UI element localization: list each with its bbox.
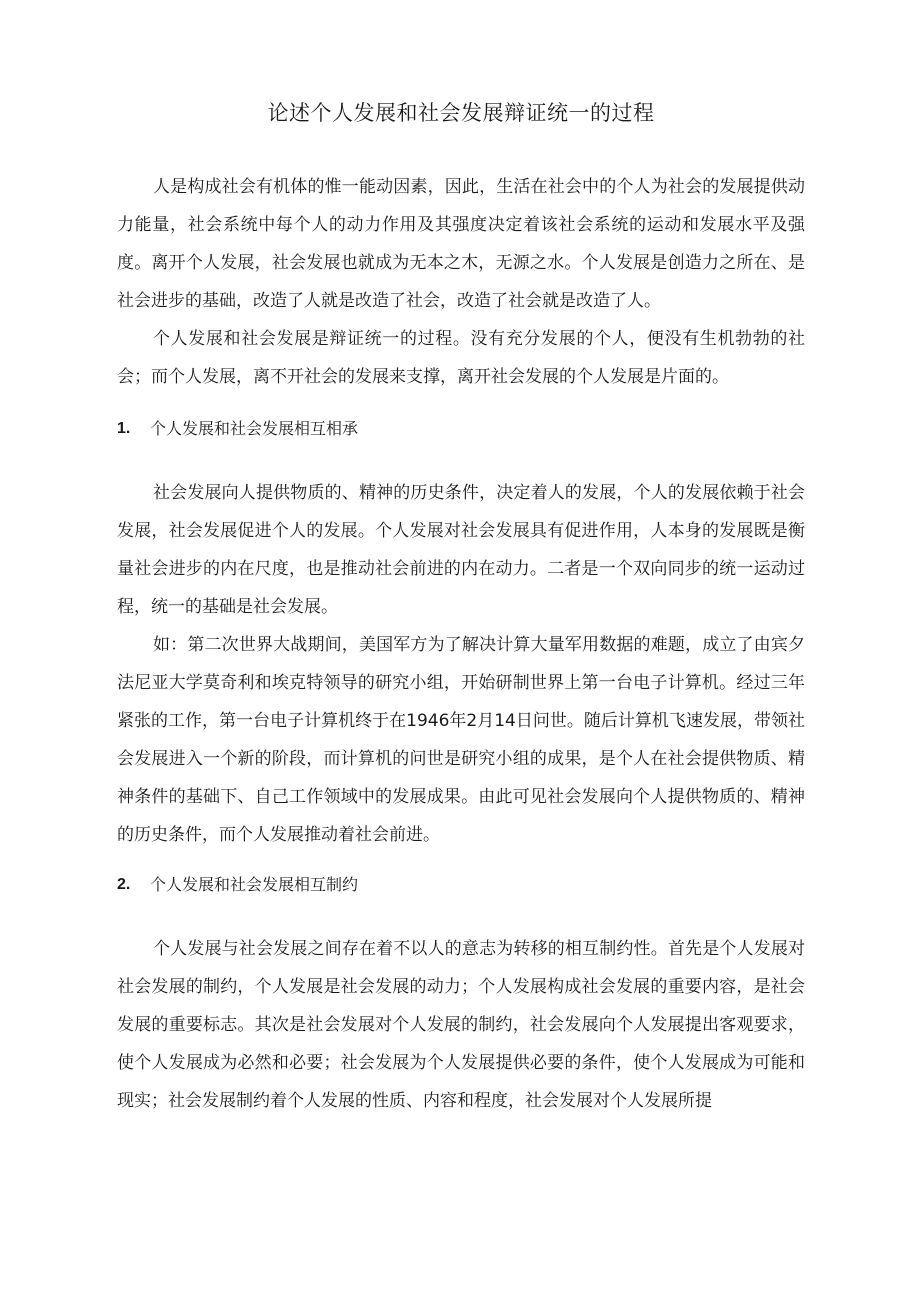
document-page: [117, 0, 805, 1120]
section-2-heading: [117, 866, 805, 904]
intro-paragraph-2: 个人发展和社会发展是辩证统一的过程。没有充分发展的个人，便没有生机勃勃的社会；而个人发展，离不开社会的发展来支撑，离开社会发展的个人发展是片面的。: [117, 329, 805, 387]
section-1-number: 1.: [117, 420, 131, 437]
section-1-paragraph-1: 社会发展向人提供物质的、精神的历史条件，决定着人的发展，个人的发展依赖于社会发展，社会发展促进个人的发展。个人发展对社会发展具有促进作用，人本身的发展既是衡量社会进步的内在尺度，也是推动社会前进的内在动力。二者是一个双向同步的统一运动过程，统一的基础是社会发展。: [117, 483, 805, 617]
document-title: 论述个人发展和社会发展辩证统一的过程: [267, 101, 655, 125]
section-1-heading: [117, 410, 805, 448]
section-2-title: 个人发展和社会发展相互制约: [150, 875, 359, 894]
section-2-number: 2.: [117, 876, 131, 893]
section-2-paragraph-1: 个人发展与社会发展之间存在着不以人的意志为转移的相互制约性。首先是个人发展对社会发展的制约，个人发展是社会发展的动力；个人发展构成社会发展的重要内容，是社会发展的重要标志。其次是社会发展对个人发展的制约，社会发展向个人发展提出客观要求，使个人发展成为必然和必要；社会发展为个人发展提供必要的条件，使个人发展成为可能和现实；社会发展制约着个人发展的性质、内容和程度，社会发展对个人发展所提: [117, 939, 805, 1111]
section-1-title: 个人发展和社会发展相互相承: [150, 419, 359, 438]
section-1-paragraph-2: 如：第二次世界大战期间，美国军方为了解决计算大量军用数据的难题，成立了由宾夕法尼亚大学莫奇利和埃克特领导的研究小组，开始研制世界上第一台电子计算机。经过三年紧张的工作，第一台电子计算机终于在1946年2月14日问世。随后计算机飞速发展，带领社会发展进入一个新的阶段，而计算机的问世是研究小组的成果，是个人在社会提供物质、精神条件的基础下、自己工作领域中的发展成果。由此可见社会发展向个人提供物质的、精神的历史条件，而个人发展推动着社会前进。: [117, 635, 805, 845]
intro-paragraph-1: 人是构成社会有机体的惟一能动因素，因此，生活在社会中的个人为社会的发展提供动力能量，社会系统中每个人的动力作用及其强度决定着该社会系统的运动和发展水平及强度。离开个人发展，社会发展也就成为无本之木，无源之水。个人发展是创造力之所在、是社会进步的基础，改造了人就是改造了社会，改造了社会就是改造了人。: [117, 177, 805, 311]
